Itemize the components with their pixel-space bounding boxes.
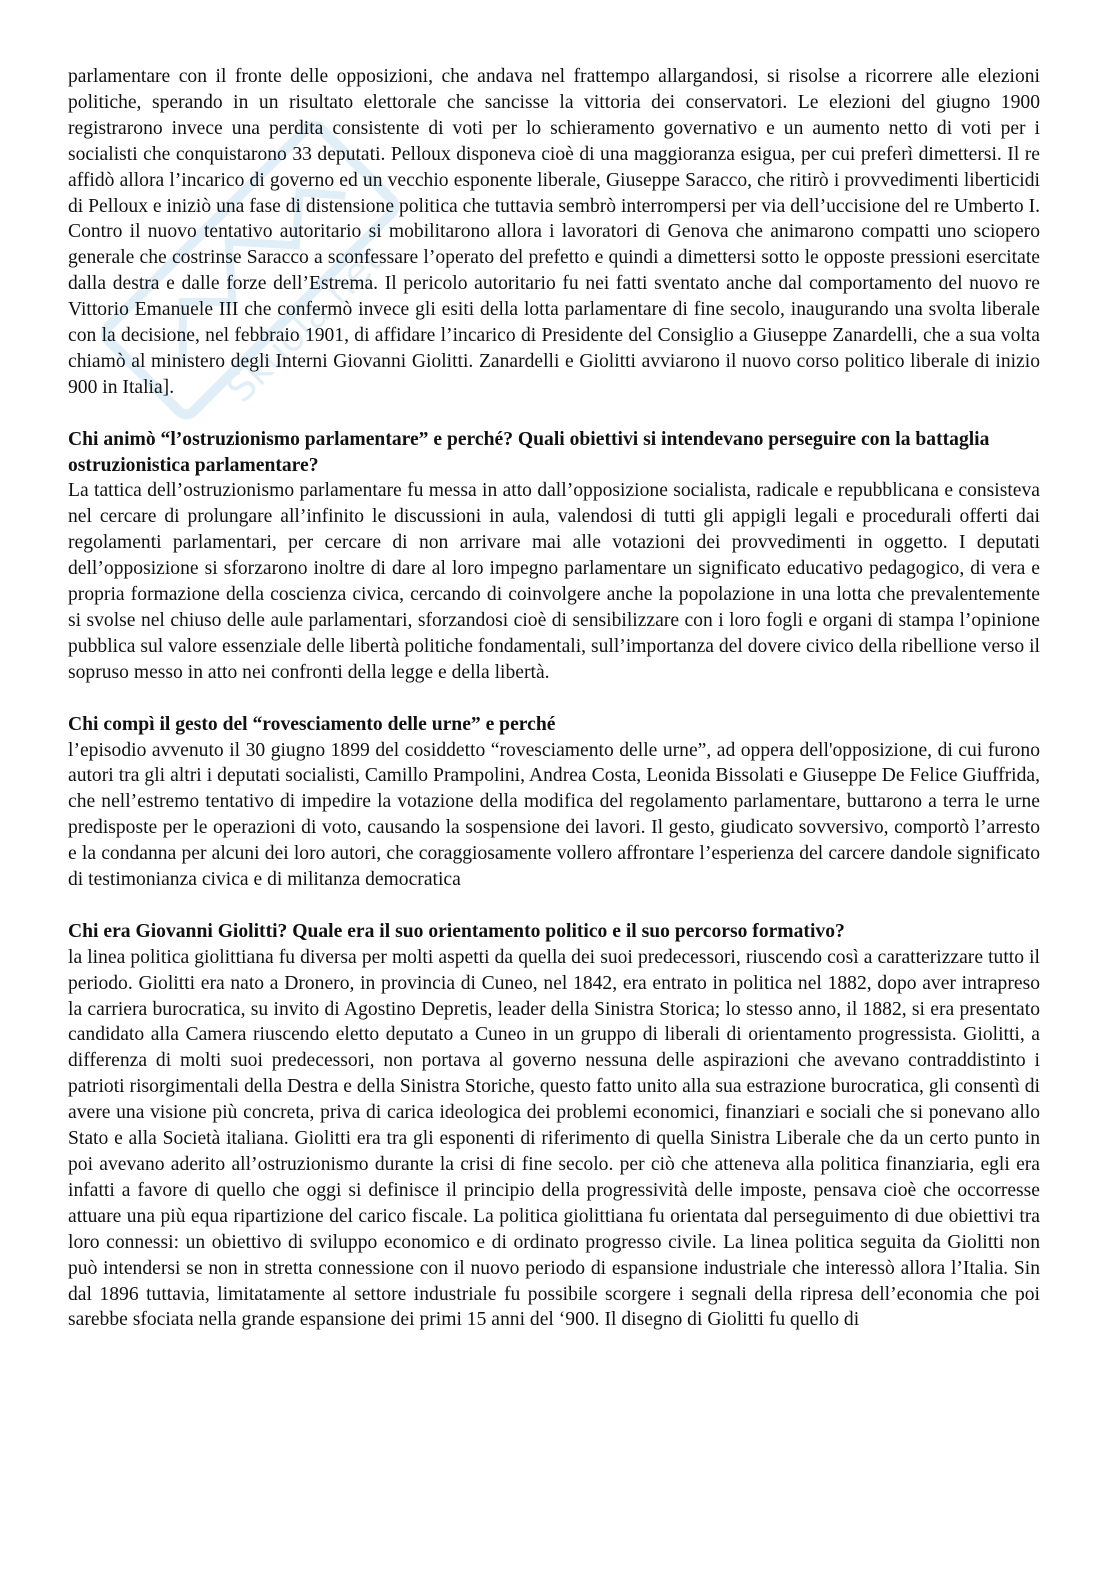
- section-answer: l’episodio avvenuto il 30 giugno 1899 del cosiddetto “rovesciamento delle urne”, ad oppera dell'opposizione, di cui furono autori tra gli altri i deputati socialisti, Camillo Prampolini, Andrea Costa, Leonida Bissolati e Giuseppe De Felice Giuffrida, che nell’estremo tentativo di impedire la votazione della modifica del regolamento parlamentare, buttarono a terra le urne predisposte per le operazioni di voto, causando la sospensione dei lavori. Il gesto, giudicato sovversivo, comportò l’arresto e la condanna per alcuni dei loro autori, che coraggiosamente vollero affrontare l’esperienza del carcere dandole significato di testimonianza civica e di militanza democratica: [68, 739, 1040, 891]
- section-answer: La tattica dell’ostruzionismo parlamentare fu messa in atto dall’opposizione socialista, radicale e repubblicana e consisteva nel cercare di prolungare all’infinito le discussioni in aula, valendosi di tutti gli appigli legali e procedurali offerti dai regolamenti parlamentari, per cercare di non arrivare mai alle votazioni dei provvedimenti in oggetto. I deputati dell’opposizione si sforzarono inoltre di dare al loro impegno parlamentare un significato educativo pedagogico, di vera e propria formazione della coscienza civica, cercando di coinvolgere anche la popolazione in una lotta che prevalentemente si svolse nel chiuso delle aule parlamentari, sforzandosi cioè di sensibilizzare con i loro fogli e organi di stampa l’opinione pubblica sul valore essenziale delle libertà politiche fondamentali, sull’importanza del dovere civico della ribellione verso il sopruso messo in atto nei confronti della legge e della libertà.: [68, 480, 1040, 683]
- section-question: Chi compì il gesto del “rovesciamento delle urne” e perché: [68, 713, 556, 735]
- section-rovesciamento-urne: [68, 712, 1040, 893]
- intro-paragraph: parlamentare con il fronte delle opposizioni, che andava nel frattempo allargandosi, si risolse a ricorrere alle elezioni politiche, sperando in un risultato elettorale che sancisse la vittoria dei conservatori. Le elezioni del giugno 1900 registrarono invece una perdita consistente di voti per lo schieramento governativo e un aumento netto di voti per i socialisti che conquistarono 33 deputati. Pelloux disponeva cioè di una maggioranza esigua, per cui preferì dimettersi. Il re affidò allora l’incarico di governo ed un vecchio esponente liberale, Giuseppe Saracco, che ritirò i provvedimenti liberticidi di Pelloux e iniziò una fase di distensione politica che tuttavia sembrò interrompersi per via dell’uccisione del re Umberto I. Contro il nuovo tentativo autoritario si mobilitarono allora i lavoratori di Genova che animarono compatti uno sciopero generale che costrinse Saracco a sconfessare l’operato del prefetto e quindi a dimettersi sotto le opposte pressioni esercitate dalla destra e dalle forze dell’Estrema. Il pericolo autoritario fu nei fatti sventato anche dal comportamento del nuovo re Vittorio Emanuele III che confermò invece gli esiti della lotta parlamentare di fine secolo, inaugurando una svolta liberale con la decisione, nel febbraio 1901, di affidare l’incarico di Presidente del Consiglio a Giuseppe Zanardelli, che a sua volta chiamò al ministero degli Interni Giovanni Giolitti. Zanardelli e Giolitti avviarono il nuovo corso politico liberale di inizio 900 in Italia].: [68, 66, 1040, 398]
- section-question: Chi animò “l’ostruzionismo parlamentare” e perché? Quali obiettivi si intendevano perseguire con la battaglia ostruzionistica parlamentare?: [68, 428, 990, 476]
- section-ostruzionismo: [68, 427, 1040, 686]
- section-question: Chi era Giovanni Giolitti? Quale era il suo orientamento politico e il suo percorso formativo?: [68, 920, 845, 942]
- section-giolitti: [68, 919, 1040, 1334]
- section-answer: la linea politica giolittiana fu diversa per molti aspetti da quella dei suoi predecessori, riuscendo così a caratterizzare tutto il periodo. Giolitti era nato a Dronero, in provincia di Cuneo, nel 1842, era entrato in politica nel 1882, dopo aver intrapreso la carriera burocratica, su invito di Agostino Depretis, leader della Sinistra Storica; lo stesso anno, il 1882, si era presentato candidato alla Camera riuscendo eletto deputato a Cuneo in un gruppo di liberali di orientamento progressista. Giolitti, a differenza di molti suoi predecessori, non portava al governo nessuna delle aspirazioni che avevano contraddistinto i patrioti risorgimentali della Destra e della Sinistra Storiche, questo fatto unito alla sua estrazione burocratica, gli consentì di avere una visione più concreta, priva di carica ideologica dei problemi economici, finanziari e sociali che si ponevano allo Stato e alla Società italiana. Giolitti era tra gli esponenti di riferimento di quella Sinistra Liberale che da un certo punto in poi avevano aderito all’ostruzionismo durante la crisi di fine secolo. per ciò che atteneva alla politica finanziaria, egli era infatti a favore di quello che oggi si definisce il principio della progressività delle imposte, pensava cioè che occorresse attuare una più equa ripartizione del carico fiscale. La politica giolittiana fu orientata dal perseguimento di due obiettivi tra loro connessi: un obiettivo di sviluppo economico e di ordinato progresso civile. La linea politica seguita da Giolitti non può intendersi se non in stretta connessione con il nuovo periodo di espansione industriale che interessò allora l’Italia. Sin dal 1896 tuttavia, limitatamente al settore industriale fu possibile scorgere i segnali della ripresa dell’economia che poi sarebbe sfociata nella grande espansione dei primi 15 anni del ‘900. Il disegno di Giolitti fu quello di: [68, 946, 1040, 1331]
- document-page: [68, 64, 1040, 1333]
- watermark-text: Skuola.net: [217, 237, 391, 411]
